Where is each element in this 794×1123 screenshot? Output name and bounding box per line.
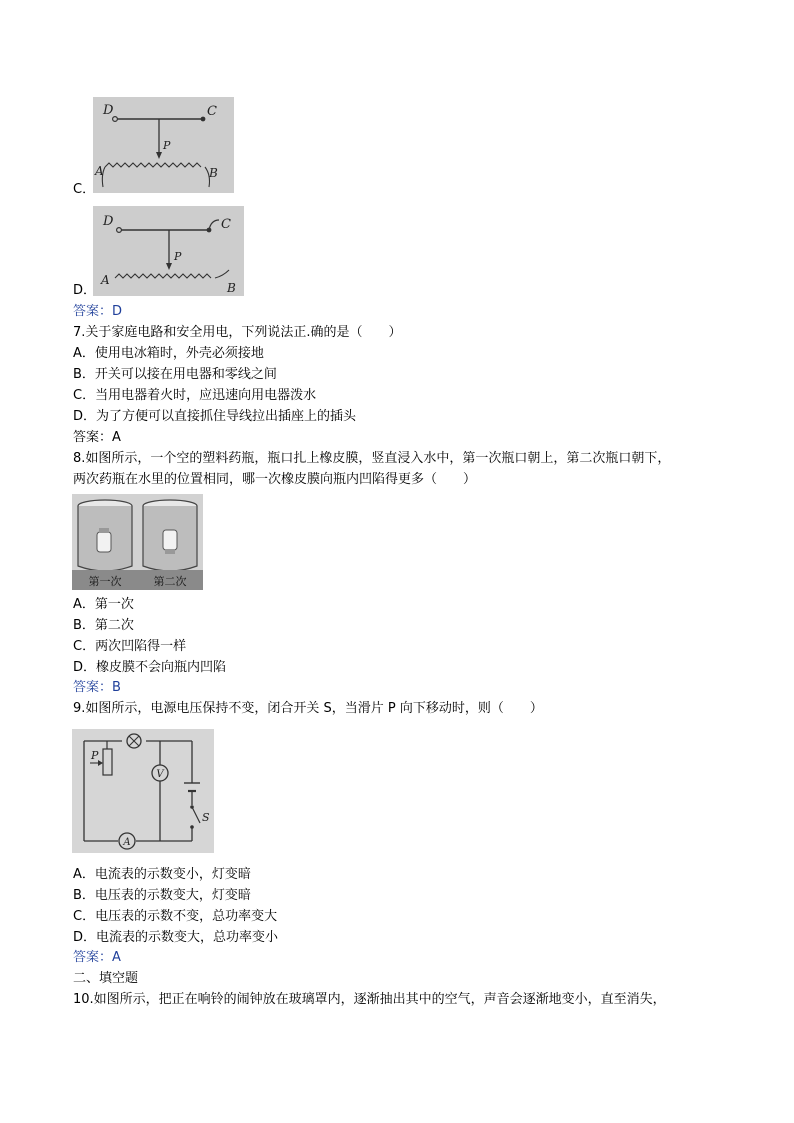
q7-option-d: D．为了方便可以直接抓住导线拉出插座上的插头 xyxy=(73,409,357,424)
option-c-letter: C． xyxy=(73,182,96,197)
label-d: D xyxy=(103,214,114,229)
q9-option-d: D．电流表的示数变大，总功率变小 xyxy=(73,930,279,945)
q9-answer-value: A xyxy=(112,950,121,965)
label-d: D xyxy=(103,103,114,118)
q9-answer xyxy=(73,949,121,967)
q9-label-v: V xyxy=(156,769,164,780)
q9-label-s: S xyxy=(202,811,210,824)
q6-answer-label: 答案： xyxy=(73,304,113,319)
q8-question-line2: 两次药瓶在水里的位置相同，哪一次橡皮膜向瓶内凹陷得更多（ ） xyxy=(73,472,477,487)
section-heading-fill-blank: 二、填空题 xyxy=(73,971,139,986)
label-c: C xyxy=(207,104,217,119)
label-p: P xyxy=(163,139,171,152)
q7-option-a: A．使用电冰箱时，外壳必须接地 xyxy=(73,346,264,361)
q9-label-p: P xyxy=(91,749,99,762)
q8-fig-label-first: 第一次 xyxy=(88,575,122,588)
q7-option-b: B．开关可以接在用电器和零线之间 xyxy=(73,367,277,382)
label-p: P xyxy=(174,250,182,263)
figure-q9-circuit xyxy=(72,729,214,853)
q8-option-c: C．两次凹陷得一样 xyxy=(73,639,187,654)
figure-q8-bottles xyxy=(72,494,203,590)
q8-answer xyxy=(73,679,121,697)
q8-fig-label-second: 第二次 xyxy=(153,575,187,588)
q9-question: 9.如图所示，电源电压保持不变，闭合开关 S，当滑片 P 向下移动时，则（ ） xyxy=(73,701,543,716)
q7-option-c: C．当用电器着火时，应迅速向用电器泼水 xyxy=(73,388,317,403)
q8-option-a: A．第一次 xyxy=(73,597,134,612)
q8-option-b: B．第二次 xyxy=(73,618,134,633)
label-b: B xyxy=(209,166,218,180)
q8-answer-value: B xyxy=(112,680,121,695)
option-d-letter: D． xyxy=(73,283,97,298)
q7-answer: 答案：A xyxy=(73,430,121,445)
label-a: A xyxy=(101,273,110,287)
figure-option-c xyxy=(93,97,234,193)
q8-question-line1: 8.如图所示，一个空的塑料药瓶，瓶口扎上橡皮膜，竖直浸入水中，第一次瓶口朝上，第二次瓶口朝下， xyxy=(73,451,671,466)
q9-label-a: A xyxy=(123,837,131,848)
q10-question: 10.如图所示，把正在响铃的闹钟放在玻璃罩内，逐渐抽出其中的空气，声音会逐渐地变小，直至消失， xyxy=(73,992,666,1007)
q9-option-c: C．电压表的示数不变，总功率变大 xyxy=(73,909,278,924)
figure-option-d xyxy=(93,206,244,296)
q6-answer-value: D xyxy=(112,304,123,319)
q6-answer xyxy=(73,303,122,321)
label-a: A xyxy=(95,164,104,178)
q7-question: 7.关于家庭电路和安全用电，下列说法正.确的是（ ） xyxy=(73,325,402,340)
q8-answer-label: 答案： xyxy=(73,680,113,695)
q9-option-b: B．电压表的示数变大，灯变暗 xyxy=(73,888,251,903)
q9-answer-label: 答案： xyxy=(73,950,113,965)
q8-option-d: D．橡皮膜不会向瓶内凹陷 xyxy=(73,660,227,675)
label-b: B xyxy=(227,281,236,295)
q9-option-a: A．电流表的示数变小，灯变暗 xyxy=(73,867,251,882)
label-c: C xyxy=(221,217,231,232)
